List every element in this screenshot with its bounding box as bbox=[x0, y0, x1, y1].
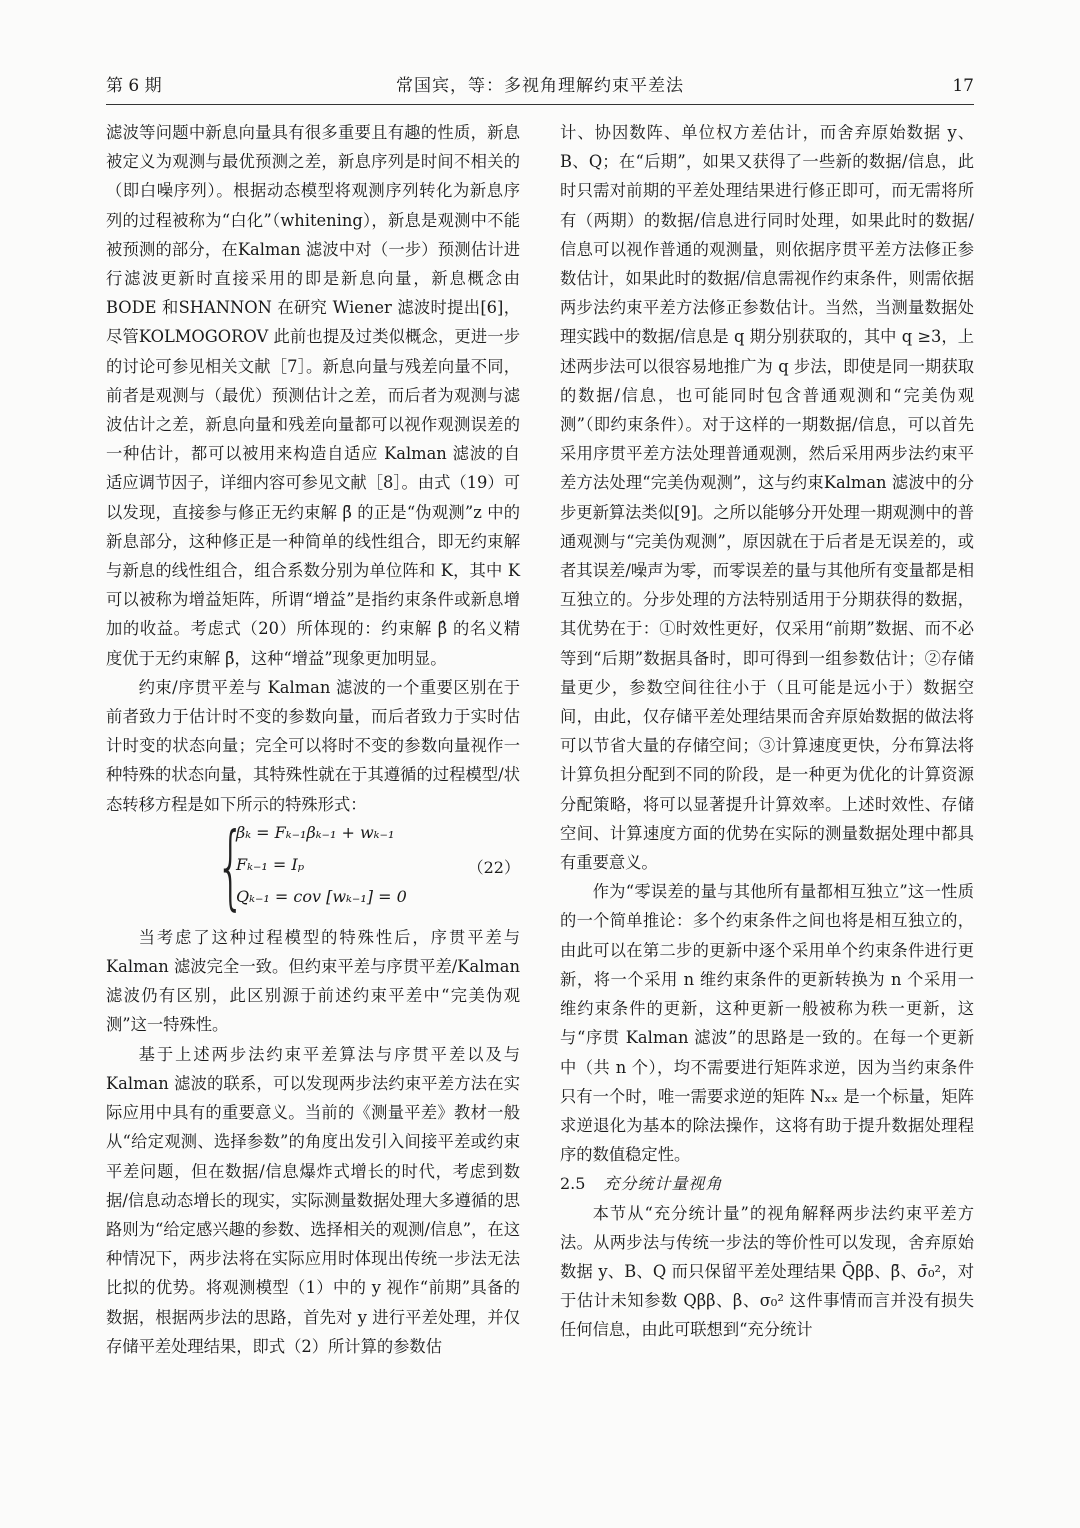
page-number: 17 bbox=[952, 76, 974, 96]
section-title: 充分统计量视角 bbox=[603, 1174, 723, 1194]
issue-label: 第 6 期 bbox=[106, 76, 162, 96]
equation-line: Fₖ₋₁ = Iₚ bbox=[236, 854, 305, 874]
paragraph: 当考虑了这种过程模型的特殊性后，序贯平差与 Kalman 滤波完全一致。但约束平差与序贯平差/Kalman 滤波仍有区别，此区别源于前述约束平差中“完美伪观测”这一特殊性。 bbox=[106, 927, 520, 1035]
left-column bbox=[106, 118, 520, 1361]
paragraph: 基于上述两步法约束平差算法与序贯平差以及与 Kalman 滤波的联系，可以发现两步法约束平差方法在实际应用中具有的重要意义。当前的《测量平差》教材一般从“给定观测、选择参数”的角度出发引入间接平差或约束平差问题，但在数据/信息爆炸式增长的时代，考虑到数据/信息动态增长的现实，实际测量数据处理大多遵循的思路则为“给定感兴趣的参数、选择相关的观测/信息”，在这种情况下，两步法将在实际应用时体现出传统一步法无法比拟的优势。将观测模型（1）中的 y 视作“前期”具备的数据，根据两步法的思路，首先对 y 进行平差处理，并仅存储平差处理结果，即式（2）所计算的参数估 bbox=[106, 1044, 520, 1356]
paragraph: 本节从“充分统计量”的视角解释两步法约束平差方法。从两步法与传统一步法的等价性可以发现，舍弃原始数据 y、B、Q 而只保留平差处理结果 Q̄ββ、β̄、σ̄₀²，对于估计未知参数 Qββ、β、σ₀² 这件事情而言并没有损失任何信息，由此可联想到“充分统计 bbox=[560, 1203, 974, 1340]
paragraph: 滤波等问题中新息向量具有很多重要且有趣的性质，新息被定义为观测与最优预测之差，新息序列是时间不相关的（即白噪序列）。根据动态模型将观测序列转化为新息序列的过程被称为“白化”（whitening），新息是观测中不能被预测的部分，在Kalman 滤波中对（一步）预测估计进行滤波更新时直接采用的即是新息向量，新息概念由 BODE 和SHANNON 在研究 Wiener 滤波时提出[6]，尽管KOLMOGOROV 此前也提及过类似概念，更进一步的讨论可参见相关文献［7］。新息向量与残差向量不同，前者是观测与（最优）预测估计之差，而后者为观测与滤波估计之差，新息向量和残差向量都可以视作观测误差的一种估计，都可以被用来构造自适应 Kalman 滤波的自适应调节因子，详细内容可参见文献［8］。由式（19）可以发现，直接参与修正无约束解 β̄ 的正是“伪观测”z 中的新息部分，这种修正是一种简单的线性组合，即无约束解与新息的线性组合，组合系数分别为单位阵和 K，其中 K 可以被称为增益矩阵，所谓“增益”是指约束条件或新息增加的收益。考虑式（20）所体现的：约束解 β̂ 的名义精度优于无约束解 β̄，这种“增益”现象更加明显。 bbox=[106, 123, 520, 668]
equation-22 bbox=[106, 812, 520, 923]
paragraph: 作为“零误差的量与其他所有量都相互独立”这一性质的一个简单推论：多个约束条件之间也将是相互独立的，由此可以在第二步的更新中逐个采用单个约束条件进行更新，将一个采用 n 维约束条件的更新转换为 n 个采用一维约束条件的更新，这种更新一般被称为秩一更新，这与“序贯 Kalman 滤波”的思路是一致的。在每一个更新中（共 n 个），均不需要进行矩阵求逆，因为当约束条件只有一个时，唯一需要求逆的矩阵 Nₓₓ 是一个标量，矩阵求逆退化为基本的除法操作，这将有助于提升数据处理程序的数值稳定性。 bbox=[560, 882, 974, 1165]
section-number: 2.5 bbox=[560, 1174, 586, 1194]
equation-line: Qₖ₋₁ = cov [wₖ₋₁] = 0 bbox=[236, 886, 407, 906]
right-column bbox=[560, 118, 974, 1345]
running-title: 常国宾，等：多视角理解约束平差法 bbox=[396, 76, 684, 96]
paragraph: 计、协因数阵、单位权方差估计，而舍弃原始数据 y、B、Q；在“后期”，如果又获得了一些新的数据/信息，此时只需对前期的平差处理结果进行修正即可，而无需将所有（两期）的数据/信息进行同时处理，如果此时的数据/信息可以视作普通的观测量，则依据序贯平差方法修正参数估计，如果此时的数据/信息需视作约束条件，则需依据两步法约束平差方法修正参数估计。当然，当测量数据处理实践中的数据/信息是 q 期分别获取的，其中 q ≥3，上述两步法可以很容易地推广为 q 步法，即使是同一期获取的数据/信息，也可能同时包含普通观测和“完美伪观测”（即约束条件）。对于这样的一期数据/信息，可以首先采用序贯平差方法处理普通观测，然后采用两步法约束平差方法处理“完美伪观测”，这与约束Kalman 滤波中的分步更新算法类似[9]。之所以能够分开处理一期观测中的普通观测与“完美伪观测”，原因就在于后者是无误差的，或者其误差/噪声为零，而零误差的量与其他所有变量都是相互独立的。分步处理的方法特别适用于分期获得的数据，其优势在于：①时效性更好，仅采用“前期”数据、而不必等到“后期”数据具备时，即可得到一组参数估计；②存储量更少，参数空间往往小于（且可能是远小于）数据空间，由此，仅存储平差处理结果而舍弃原始数据的做法将可以节省大量的存储空间；③计算速度更快，分布算法将计算负担分配到不同的阶段，是一种更为优化的计算资源分配策略，将可以显著提升计算效率。上述时效性、存储空间、计算速度方面的优势在实际的测量数据处理中都具有重要意义。 bbox=[560, 123, 974, 873]
equation-brace: { bbox=[216, 812, 246, 920]
equation-line: βₖ = Fₖ₋₁βₖ₋₁ + wₖ₋₁ bbox=[236, 822, 395, 842]
paragraph: 约束/序贯平差与 Kalman 滤波的一个重要区别在于前者致力于估计时不变的参数向量，而后者致力于实时估计时变的状态向量；完全可以将时不变的参数向量视作一种特殊的状态向量，其特殊性就在于其遵循的过程模型/状态转移方程是如下所示的特殊形式： bbox=[106, 677, 520, 814]
section-heading bbox=[560, 1169, 974, 1198]
header-rule bbox=[106, 104, 974, 105]
running-header bbox=[106, 70, 974, 104]
equation-number: （22） bbox=[467, 857, 520, 877]
